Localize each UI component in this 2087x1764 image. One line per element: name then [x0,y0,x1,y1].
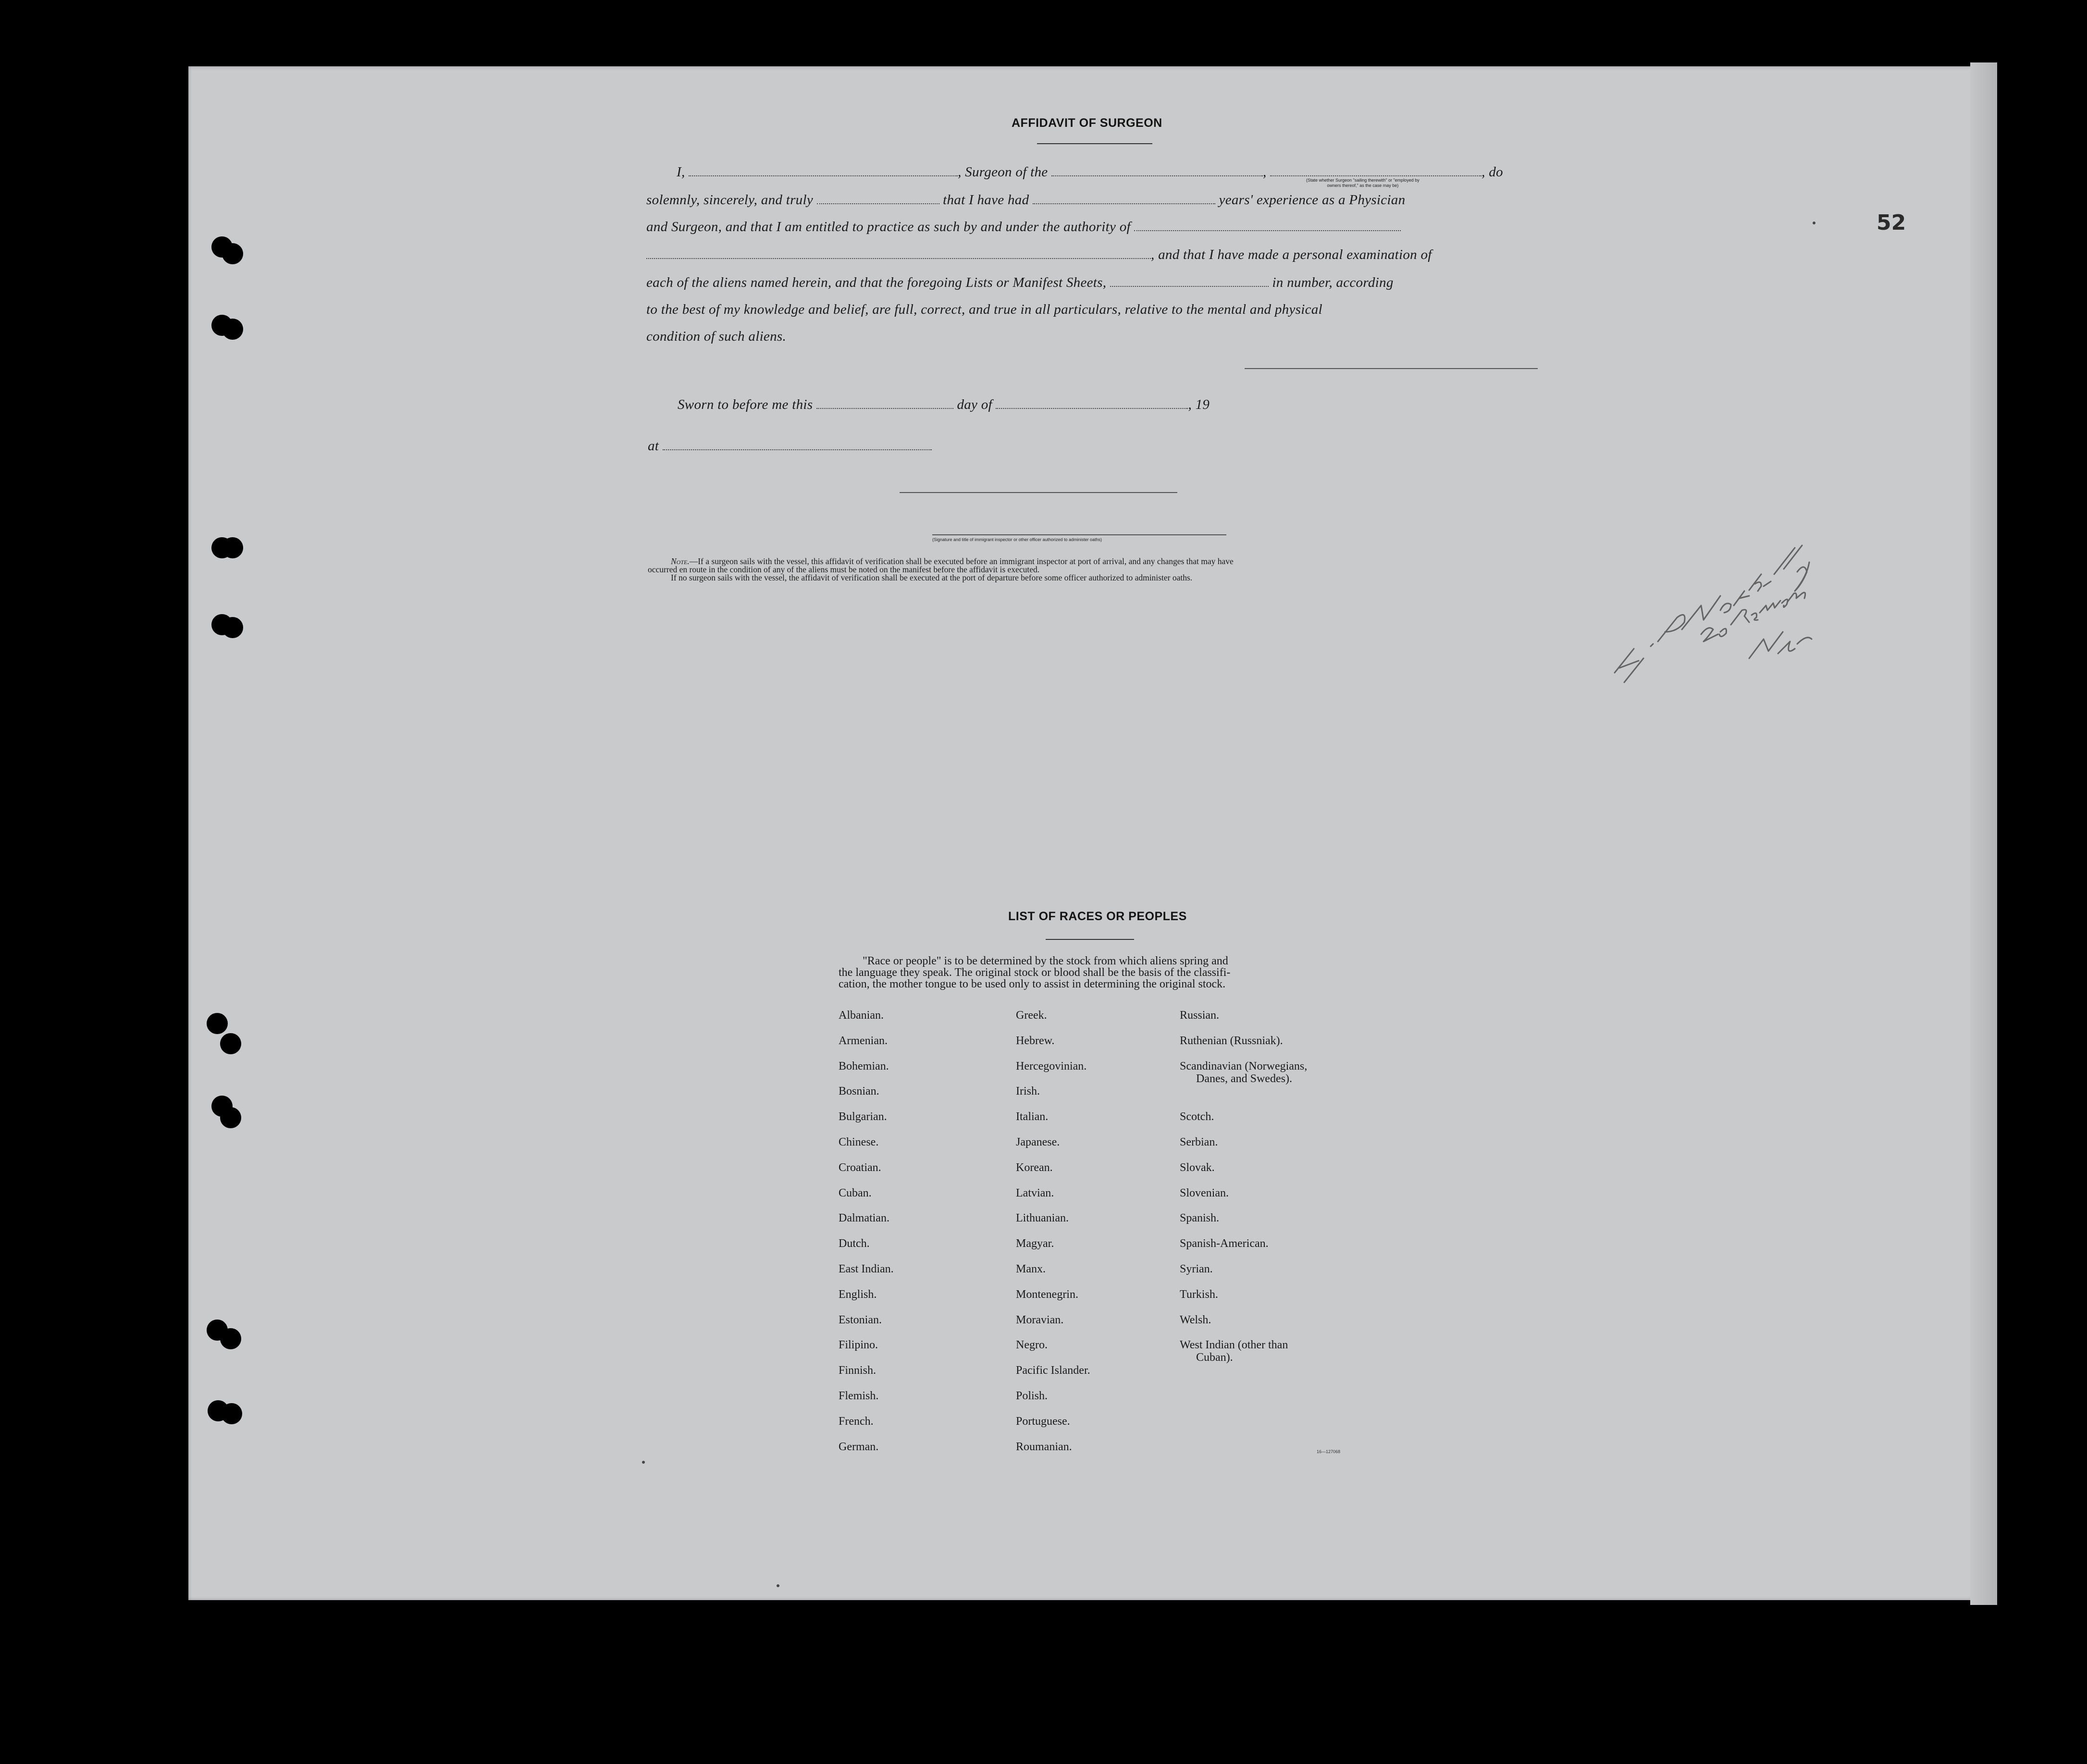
at-line [648,438,932,454]
binder-hole [222,537,243,558]
race-item: East Indian. [839,1263,894,1275]
race-item: Scandinavian (Norwegians, [1180,1060,1308,1073]
race-item: Finnish. [839,1364,877,1377]
race-item: Croatian. [839,1161,881,1174]
race-item: Russian. [1180,1009,1220,1022]
surgeon-status-note-1: (State whether Surgeon "sailing therewith" or "employed by [1306,178,1420,183]
race-item: Welsh. [1180,1313,1211,1326]
race-item: Latvian. [1016,1186,1054,1199]
title-rule [1037,143,1152,144]
binder-hole [222,319,243,340]
note-line-3: If no surgeon sails with the vessel, the affidavit of verification shall be executed at the port of departure before some officer authorized to administer oaths. [671,573,1193,582]
affidavit-note [648,557,1234,582]
affidavit-line-4 [646,247,1432,263]
affidavit-line-5 [646,275,1394,291]
race-item: Portuguese. [1016,1415,1070,1428]
place-field[interactable] [663,444,932,450]
race-item: French. [839,1415,874,1428]
race-item: Italian. [1016,1110,1049,1123]
binder-hole [220,1107,241,1128]
race-item: Flemish. [839,1390,879,1402]
race-item: Bohemian. [839,1060,889,1073]
race-item: Greek. [1016,1009,1047,1022]
race-item: Danes, and Swedes). [1196,1072,1292,1085]
race-item: Manx. [1016,1263,1046,1275]
do-label: , do [1482,164,1503,180]
race-item: Estonian. [839,1313,882,1326]
race-item: Hercegovinian. [1016,1060,1087,1073]
handwritten-annotation [1605,538,1831,702]
affidavit-line-3 [646,219,1401,235]
seal-line [900,492,1177,493]
race-item: Chinese. [839,1136,879,1148]
note-line-2: occurred en route in the condition of any of the aliens must be noted on the manifest before the affidavit is executed. [648,565,1040,574]
surgeon-status-note-2: owners thereof," as the case may be) [1327,183,1399,188]
page-number: 52 [1877,210,1906,235]
sworn-day-field[interactable] [816,403,953,409]
affidavit-i: I, [677,164,685,180]
race-item: Bosnian. [839,1085,879,1098]
race-item: Albanian. [839,1009,884,1022]
races-title-rule [1046,939,1134,940]
vessel-field[interactable] [1051,171,1263,176]
in-number-label: in number, according [1272,275,1394,290]
surgeon-status-field[interactable] [1270,171,1482,176]
note-line-1: —If a surgeon sails with the vessel, this affidavit of verification shall be executed before an immigrant inspector at port of arrival, and any changes that may have [689,556,1234,566]
race-item: Hebrew. [1016,1034,1055,1047]
race-item: Armenian. [839,1034,888,1047]
surgeon-signature-line[interactable] [1245,368,1538,369]
race-item: Korean. [1016,1161,1053,1174]
manifest-sheets-label: each of the aliens named herein, and that the foregoing Lists or Manifest Sheets, [646,275,1107,290]
race-item: Polish. [1016,1390,1048,1402]
race-item: Ruthenian (Russniak). [1180,1034,1283,1047]
binder-hole [220,1033,241,1054]
race-item: Turkish. [1180,1288,1218,1301]
race-item: West Indian (other than [1180,1339,1288,1352]
manifest-page [188,66,1997,1600]
examination-label: , and that I have made a personal examination of [1151,247,1432,262]
race-item: Spanish-American. [1180,1237,1269,1250]
race-item: Irish. [1016,1085,1040,1098]
day-of-label: day of [957,397,992,412]
race-item: Filipino. [839,1339,878,1352]
intro-line-1: "Race or people" is to be determined by the stock from which aliens spring and [863,955,1228,967]
race-item: Japanese. [1016,1136,1060,1148]
surgeon-status-note [1306,178,1420,188]
solemnly-label: solemnly, sincerely, and truly [646,192,814,208]
races-title: LIST OF RACES OR PEOPLES [1008,910,1187,923]
authority-field[interactable] [1134,225,1401,231]
binder-hole [222,617,243,638]
year-label: , 19 [1188,397,1210,412]
experience-label: years' experience as a Physician [1219,192,1406,208]
race-item: Dalmatian. [839,1212,889,1225]
authority-field-2[interactable] [646,253,1151,259]
race-item: Negro. [1016,1339,1048,1352]
form-number: 16—127068 [1317,1449,1341,1454]
note-lead: Note. [671,556,690,566]
stray-mark [777,1584,779,1587]
oath-field[interactable] [817,198,939,204]
race-item: Bulgarian. [839,1110,887,1123]
race-item: Spanish. [1180,1212,1220,1225]
race-item: Moravian. [1016,1313,1064,1326]
affidavit-title: AFFIDAVIT OF SURGEON [1012,116,1162,130]
comma: , [1263,164,1267,180]
race-item: Serbian. [1180,1136,1218,1148]
stray-mark [642,1461,645,1464]
race-item: English. [839,1288,877,1301]
race-item: Syrian. [1180,1263,1213,1275]
page-edge [1970,62,1997,1605]
race-item: Roumanian. [1016,1440,1072,1453]
at-label: at [648,438,659,454]
authority-label: and Surgeon, and that I am entitled to practice as such by and under the authority of [646,219,1131,234]
binder-hole [221,1403,242,1424]
affidavit-line-6: to the best of my knowledge and belief, are full, correct, and true in all particulars, relative to the mental and physical [646,302,1322,317]
officer-signature-line[interactable] [932,534,1226,535]
race-item: Slovak. [1180,1161,1215,1174]
race-item: Slovenian. [1180,1186,1229,1199]
sworn-line [678,397,1210,413]
affidavit-line-7: condition of such aliens. [646,329,787,344]
years-field[interactable] [1033,198,1215,204]
race-item: Lithuanian. [1016,1212,1069,1225]
have-had-label: that I have had [943,192,1029,208]
binder-hole [222,243,243,264]
affidavit-line-2 [646,192,1405,208]
binder-hole [220,1328,241,1349]
race-item: Magyar. [1016,1237,1054,1250]
intro-line-3: cation, the mother tongue to be used only to assist in determining the original stock. [839,978,1226,990]
race-item: German. [839,1440,879,1453]
race-item: Scotch. [1180,1110,1214,1123]
intro-line-2: the language they speak. The original stock or blood shall be the basis of the classifi- [839,966,1231,979]
sworn-label: Sworn to before me this [678,397,813,412]
surgeon-of-label: , Surgeon of the [958,164,1048,180]
binder-hole [207,1013,228,1034]
race-item: Montenegrin. [1016,1288,1078,1301]
stray-mark [1813,222,1815,224]
races-intro [839,955,1230,990]
name-field[interactable] [689,171,958,176]
race-item: Cuban). [1196,1351,1233,1364]
race-item: Cuban. [839,1186,872,1199]
race-item: Pacific Islander. [1016,1364,1090,1377]
officer-signature-caption: (Signature and title of immigrant inspector or other officer authorized to administer oaths) [932,537,1102,542]
sheets-count-field[interactable] [1110,281,1269,287]
sworn-month-field[interactable] [996,403,1188,409]
race-item: Dutch. [839,1237,870,1250]
